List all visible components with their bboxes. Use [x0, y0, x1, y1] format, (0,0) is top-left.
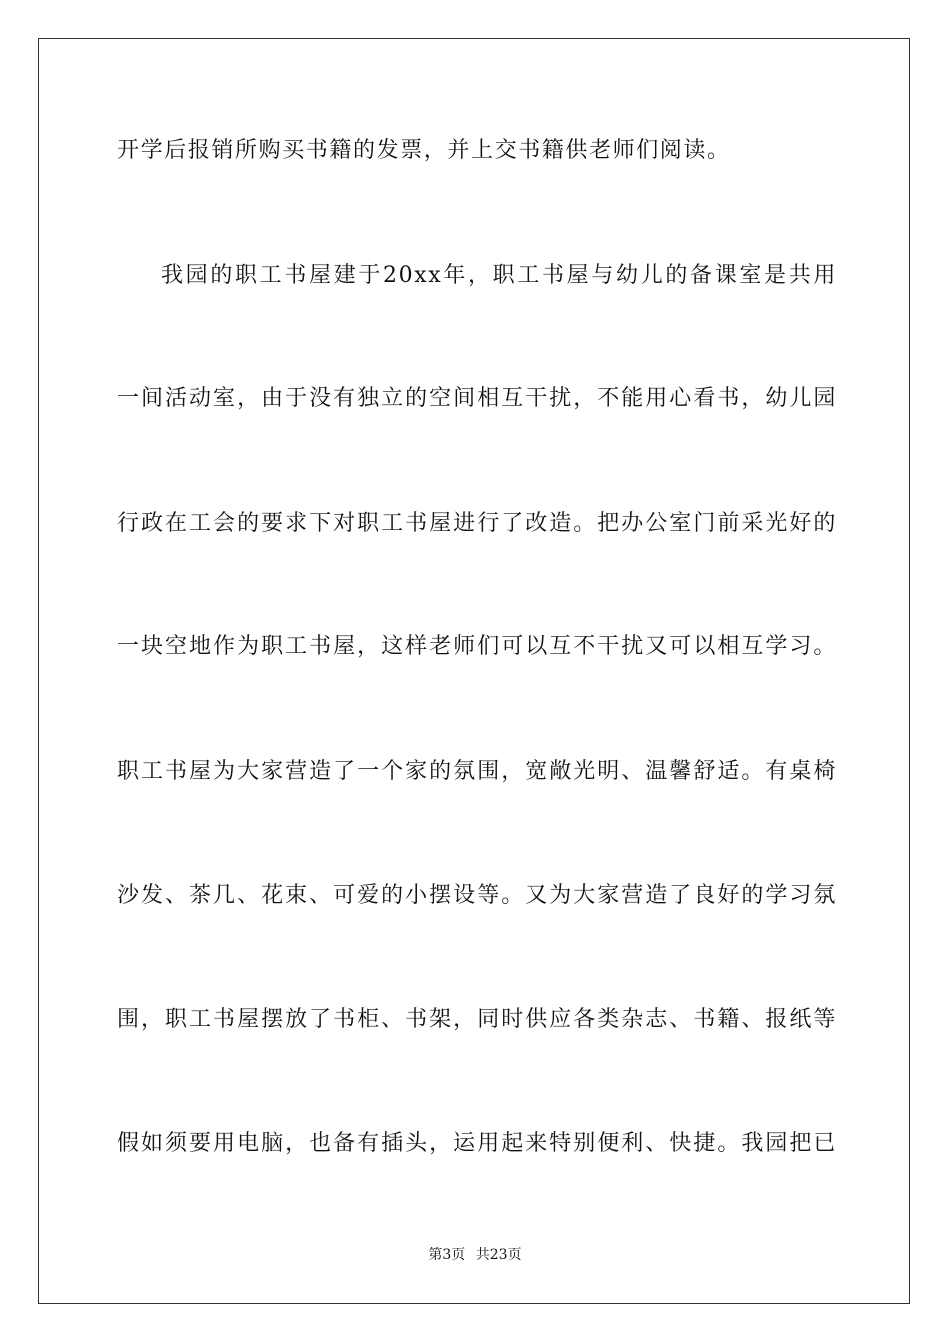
- text-line-2: 我园的职工书屋建于20xx年，职工书屋与幼儿的备课室是共用: [161, 263, 837, 288]
- text-line-9: 假如须要用电脑，也备有插头，运用起来特别便利、快捷。我园把已: [117, 1131, 837, 1156]
- page-footer: [0, 1246, 950, 1264]
- page-border: [38, 38, 910, 1304]
- text-line-4: 行政在工会的要求下对职工书屋进行了改造。把办公室门前采光好的: [117, 511, 837, 536]
- current-page-number: 第3页: [428, 1247, 466, 1263]
- total-page-count: 共23页: [475, 1247, 522, 1263]
- text-line-8: 围，职工书屋摆放了书柜、书架，同时供应各类杂志、书籍、报纸等: [117, 1007, 837, 1032]
- text-line-7: 沙发、茶几、花束、可爱的小摆设等。又为大家营造了良好的学习氛: [117, 883, 837, 908]
- text-line-1: 开学后报销所购买书籍的发票，并上交书籍供老师们阅读。: [117, 138, 731, 163]
- text-line-5: 一块空地作为职工书屋，这样老师们可以互不干扰又可以相互学习。: [117, 634, 837, 659]
- text-line-6: 职工书屋为大家营造了一个家的氛围，宽敞光明、温馨舒适。有桌椅: [117, 759, 837, 784]
- text-line-3: 一间活动室，由于没有独立的空间相互干扰，不能用心看书，幼儿园: [117, 386, 837, 411]
